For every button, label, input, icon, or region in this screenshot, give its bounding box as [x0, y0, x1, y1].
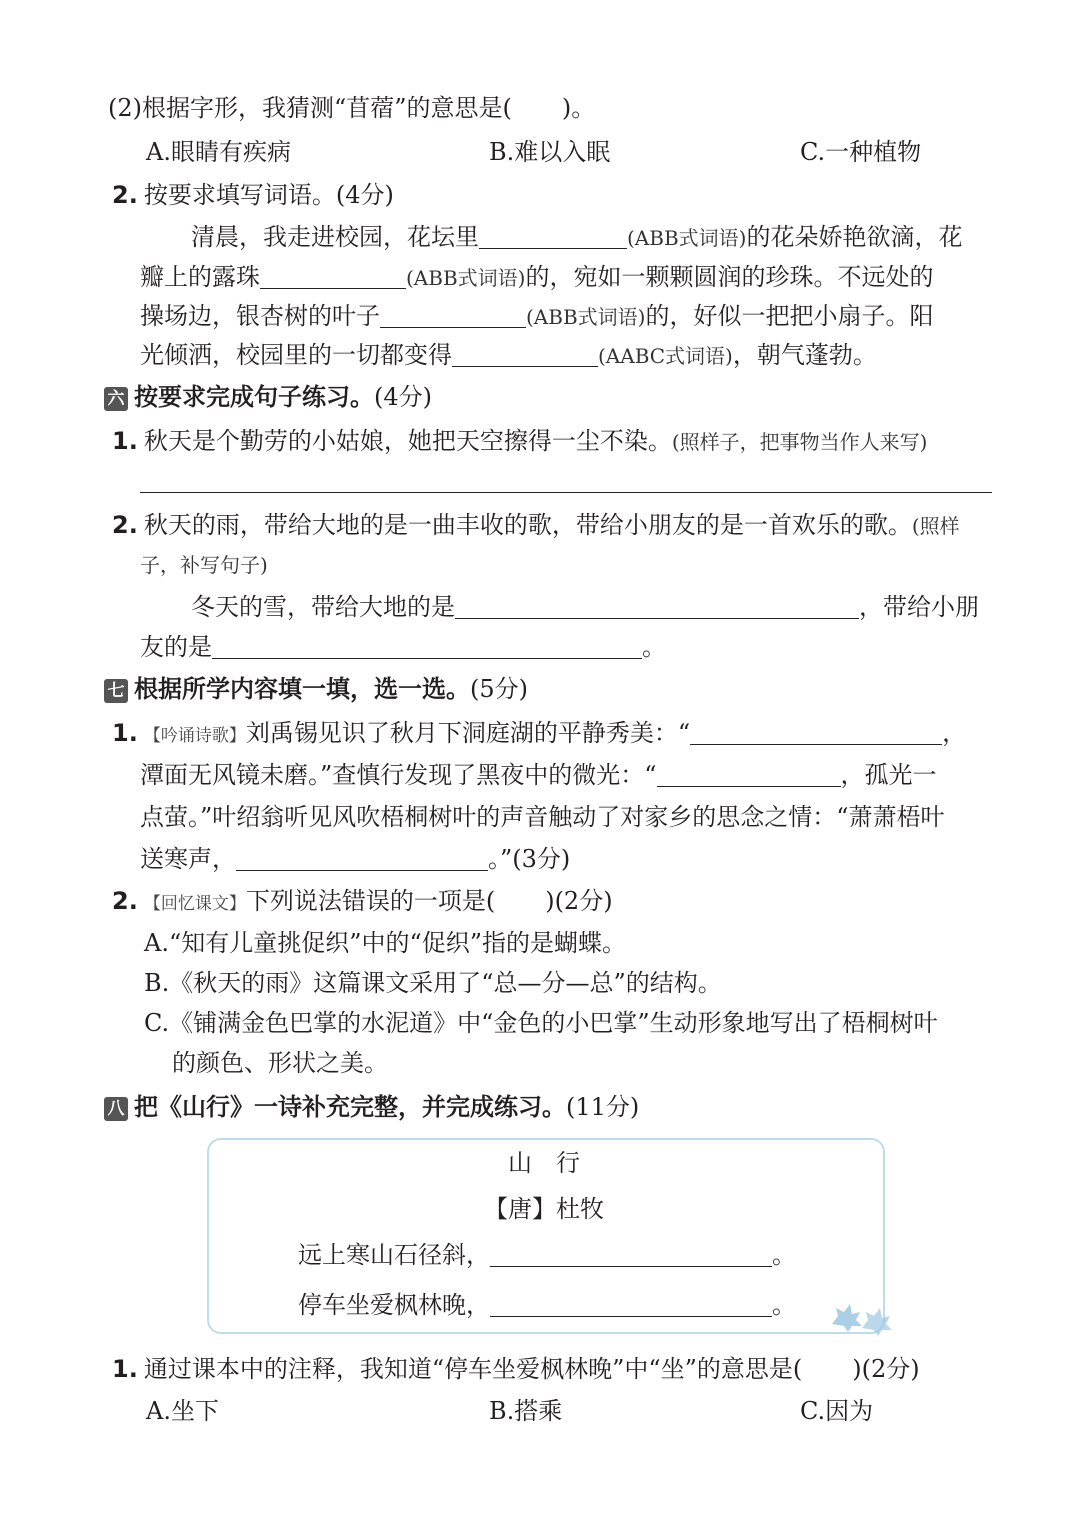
sec6-q2-hint-cont: 子，补写句子)	[140, 553, 268, 577]
q1-part2-prompt: (2)根据字形，我猜测“苜蓿”的意思是(	[108, 94, 512, 122]
section-8-heading: 八 把《山行》一诗补充完整，并完成练习。(11分)	[104, 1090, 639, 1124]
blank[interactable]	[490, 1242, 772, 1267]
poem-line-1: 远上寒山石径斜， 。	[298, 1241, 796, 1269]
blank[interactable]	[657, 762, 841, 787]
q2-line-2: 瓣上的露珠 (ABB式词语)的，宛如一颗颗圆润的珍珠。不远处的	[140, 263, 934, 291]
tag-recite-poem: 【吟诵诗歌】	[143, 726, 246, 746]
sec6-q2: 2. 秋天的雨，带给大地的是一曲丰收的歌，带给小朋友的是一首欢乐的歌。(照样	[112, 511, 960, 539]
q2-heading: 2. 按要求填写词语。(4分)	[112, 181, 394, 209]
sec8-option-c: C.因为	[800, 1397, 874, 1425]
q2-line-1: 清晨，我走进校园，花坛里 (ABB式词语)的花朵娇艳欲滴，花	[191, 223, 963, 251]
sec8-option-a: A.坐下	[146, 1397, 219, 1425]
tag-recall-text: 【回忆课文】	[143, 894, 246, 914]
q1-part2-line: (2)根据字形，我猜测“苜蓿”的意思是( )。	[108, 94, 596, 122]
q2-line-3: 操场边，银杏树的叶子 (ABB式词语)的，好似一把把小扇子。阳	[140, 302, 934, 330]
maple-leaf-icon	[824, 1298, 898, 1338]
sec6-q2-fill-2: 友的是 。	[140, 633, 666, 661]
option-a: A.眼睛有疾病	[146, 138, 291, 166]
sec7-q1-line-3: 点萤。”叶绍翁听见风吹梧桐树叶的声音触动了对家乡的思念之情：“萧萧梧叶	[140, 803, 945, 831]
section-6-icon: 六	[104, 387, 128, 411]
sec7-q1-line-4: 送寒声， 。”(3分)	[140, 845, 571, 873]
sec7-q2: 2. 【回忆课文】下列说法错误的一项是( )(2分)	[112, 887, 613, 915]
option-c: C.一种植物	[800, 138, 922, 166]
sec7-option-c: C.《铺满金色巴掌的水泥道》中“金色的小巴掌”生动形象地写出了梧桐树叶	[144, 1009, 938, 1037]
blank[interactable]	[455, 594, 859, 619]
sec7-q1-line-2: 潭面无风镜未磨。”查慎行发现了黑夜中的微光：“ ，孤光一	[140, 761, 937, 789]
sec6-q1: 1. 秋天是个勤劳的小姑娘，她把天空擦得一尘不染。(照样子，把事物当作人来写)	[112, 427, 928, 455]
option-b: B.难以入眠	[489, 138, 611, 166]
sec8-q1: 1. 通过课本中的注释，我知道“停车坐爱枫林晚”中“坐”的意思是( )(2分)	[112, 1355, 920, 1383]
poem-line-2: 停车坐爱枫林晚， 。	[298, 1291, 796, 1319]
blank[interactable]	[452, 342, 598, 367]
blank[interactable]	[380, 303, 526, 328]
section-7-heading: 七 根据所学内容填一填，选一选。(5分)	[104, 672, 528, 706]
q2-line-4: 光倾洒，校园里的一切都变得 (AABC式词语)，朝气蓬勃。	[140, 341, 877, 369]
blank[interactable]	[479, 224, 627, 249]
sec7-option-a: A.“知有儿童挑促织”中的“促织”指的是蝴蝶。	[144, 929, 627, 957]
poem-title: 山 行	[508, 1149, 580, 1177]
sec6-q2-fill-1: 冬天的雪，带给大地的是 ，带给小朋	[191, 593, 979, 621]
sec8-option-b: B.搭乘	[489, 1397, 563, 1425]
poem-author: 【唐】杜牧	[484, 1195, 604, 1223]
section-7-icon: 七	[104, 679, 128, 703]
sec7-option-c-cont: 的颜色、形状之美。	[172, 1049, 388, 1077]
sec7-option-b: B.《秋天的雨》这篇课文采用了“总—分—总”的结构。	[144, 969, 722, 997]
blank[interactable]	[490, 1292, 772, 1317]
blank[interactable]	[260, 264, 406, 289]
answer-line[interactable]	[140, 492, 992, 493]
section-6-heading: 六 按要求完成句子练习。(4分)	[104, 380, 432, 414]
blank[interactable]	[236, 846, 488, 871]
blank[interactable]	[690, 720, 942, 745]
sec7-q1-line-1: 1. 【吟诵诗歌】刘禹锡见识了秋月下洞庭湖的平静秀美：“ ，	[112, 719, 967, 747]
blank[interactable]	[212, 634, 642, 659]
section-8-icon: 八	[104, 1097, 128, 1121]
